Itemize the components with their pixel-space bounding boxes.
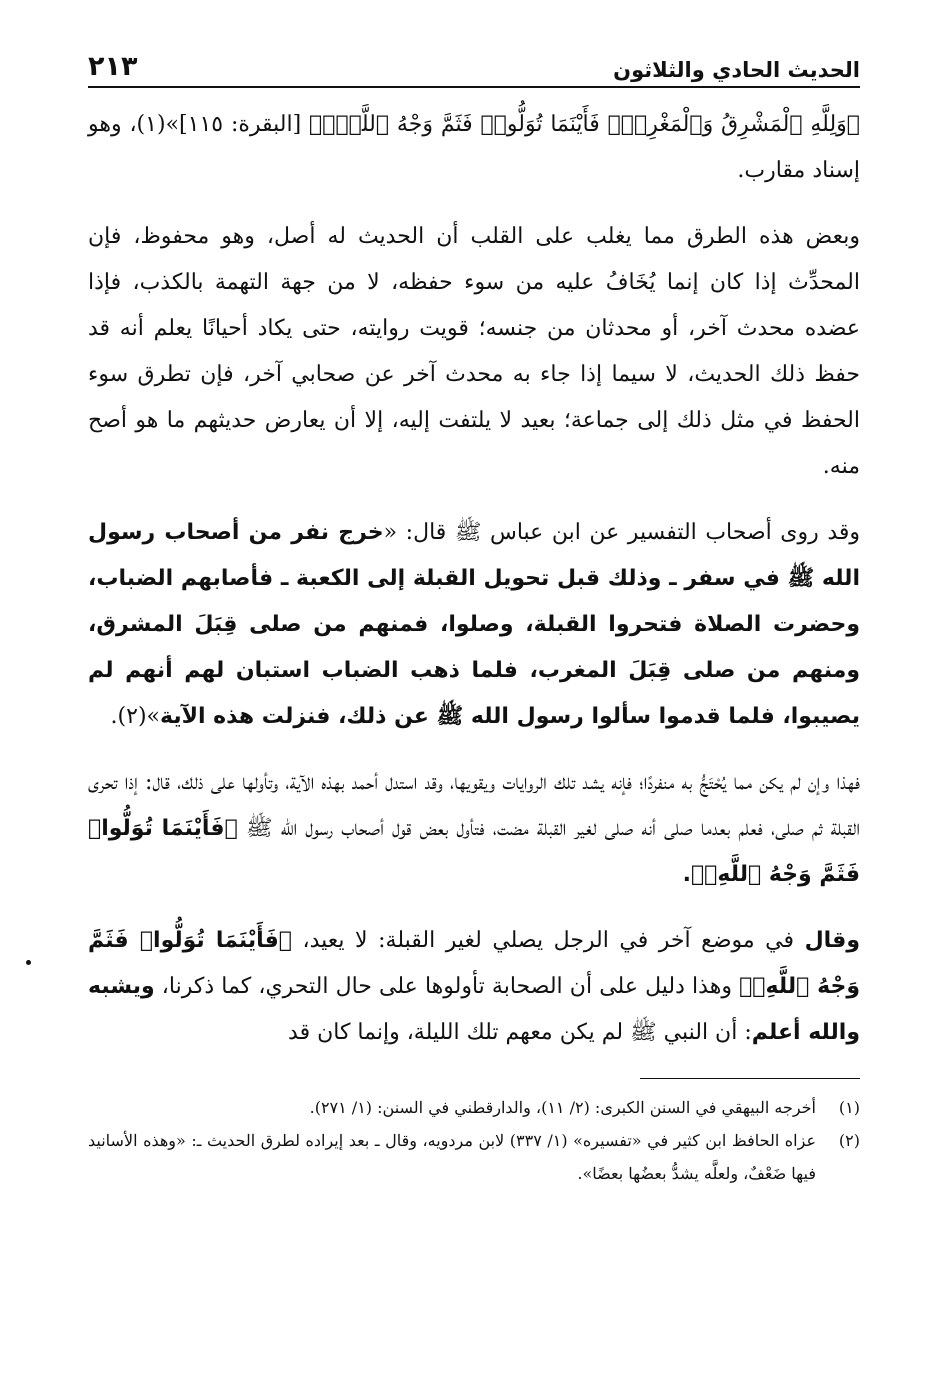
page — [88, 34, 860, 1190]
footnote-text: عزاه الحافظ ابن كثير في «تفسيره» (١/ ٣٣٧) لابن مردويه، وقال ـ بعد إيراده لطرق الحديث ـ: «وهذه الأسانيد فيها ضَعْفٌ، ولعلَّه يشدُّ بعضُها بعضًا». — [88, 1131, 817, 1183]
footnote-divider — [640, 1078, 860, 1079]
para3-tail: »(٢). — [110, 704, 160, 729]
para4-text: فهذا وإن لم يكن مما يُحْتَجُّ به منفردًا؛ فإنه يشد تلك الروايات ويقويها، وقد استدل أحمد بهذه الآية، وتأولها على ذلك، قال: إذا تحرى القبلة ثم صلى، فعلم بعدما صلى أنه صلى لغير القبلة مضت، فتأول بعض قول أصحاب رسول الله ﷺ — [88, 770, 860, 841]
para3-quote: خرج نفر من أصحاب رسول الله ﷺ في سفر ـ وذلك قبل تحويل القبلة إلى الكعبة ـ فأصابهم الضباب، وحضرت الصلاة فتحروا القبلة، وصلوا، فمنهم من صلى قِبَلَ المشرق، ومنهم من صلى قِبَلَ المغرب، فلما ذهب الضباب استبان لهم أنهم لم يصيبوا، فلما قدموا سألوا رسول الله ﷺ عن ذلك، فنزلت هذه الآية — [88, 520, 860, 729]
para5-verse: ﴿فَأَيْنَمَا تُوَلُّوا۟ فَثَمَّ وَجْهُ ٱللَّهِۚ﴾ — [88, 928, 860, 999]
footnote-1 — [88, 1091, 860, 1124]
para5-bold-1: وقال — [804, 928, 860, 953]
para5-text-3: : أن النبي ﷺ لم يكن معهم تلك الليلة، وإنما كان قد — [288, 1020, 752, 1045]
footnote-number: (٢) — [838, 1131, 860, 1150]
paragraph-1: ﴿وَلِلَّهِ ٱلْمَشْرِقُ وَٱلْمَغْرِبُۚ فَأَيْنَمَا تُوَلُّوا۟ فَثَمَّ وَجْهُ ٱللَّهِۚ﴾ [البقرة: ١١٥]»(١)، وهو إسناد مقارب. — [88, 112, 860, 183]
paragraph-2: وبعض هذه الطرق مما يغلب على القلب أن الحديث له أصل، وهو محفوظ، فإن المحدِّث إذا كان إنما يُخَافُ عليه من سوء حفظه، لا من جهة التهمة بالكذب، فإذا عضده محدث آخر، أو محدثان من جنسه؛ قويت روايته، حتى يكاد أحيانًا يعلم أنه قد حفظ ذلك الحديث، لا سيما إذا جاء به محدث آخر عن صحابي آخر، فإن تطرق سوء الحفظ في مثل ذلك إلى جماعة؛ بعيد لا يلتفت إليه، إلا أن يعارض حديثهم ما هو أصح منه. — [88, 224, 860, 479]
para3-lead: وقد روى أصحاب التفسير عن ابن عباس ﷺ قال: « — [383, 520, 861, 545]
paragraph-4 — [88, 760, 860, 898]
scan-mark — [26, 960, 31, 965]
page-number: ٢١٣ — [88, 51, 138, 82]
page-header — [88, 34, 860, 88]
paragraph-5 — [88, 918, 860, 1056]
footnote-text: أخرجه البيهقي في السنن الكبرى: (٢/ ١١)، والدارقطني في السنن: (١/ ٢٧١). — [309, 1098, 816, 1117]
paragraph-3 — [88, 510, 860, 740]
footnotes — [88, 1091, 860, 1190]
chapter-title: الحديث الحادي والثلاثون — [613, 58, 860, 82]
para5-bold-3: ويشبه والله أعلم — [88, 974, 860, 1045]
footnote-2 — [88, 1124, 860, 1190]
para5-text-1: في موضع آخر في الرجل يصلي لغير القبلة: لا يعيد، — [291, 928, 805, 953]
main-text — [88, 102, 860, 1056]
para5-text-2: وهذا دليل على أن الصحابة تأولوها على حال التحري، كما ذكرنا، — [154, 974, 740, 999]
footnote-number: (١) — [838, 1098, 860, 1117]
para4-verse: ﴿فَأَيْنَمَا تُوَلُّوا۟ فَثَمَّ وَجْهُ ٱللَّهِۚ﴾. — [88, 816, 860, 887]
